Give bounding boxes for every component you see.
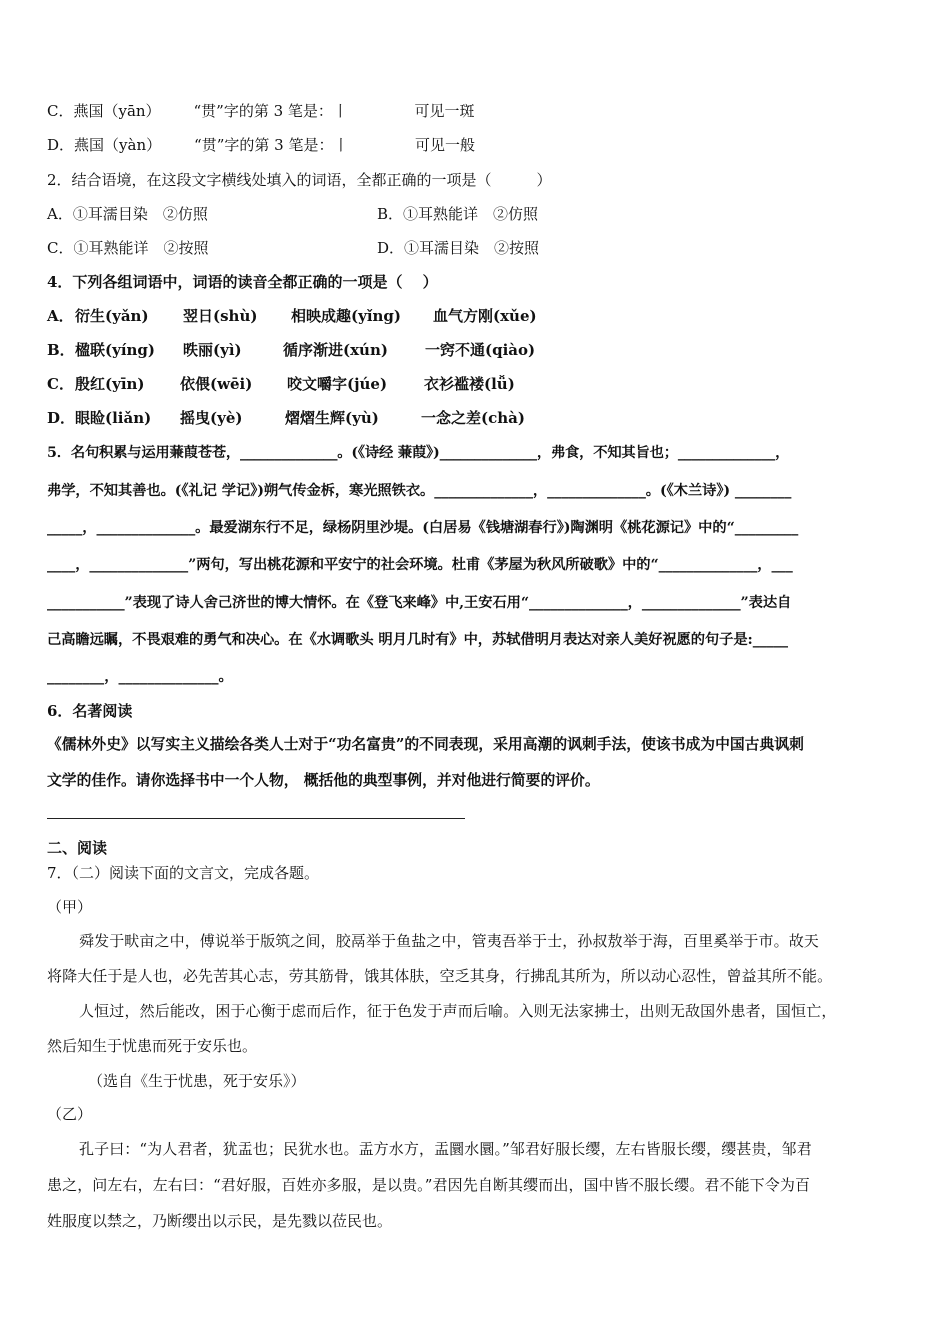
option-item: 摇曳(yè)	[180, 409, 243, 427]
section-heading: 二、阅读	[47, 839, 108, 857]
option-item: 循序渐进(xún)	[283, 341, 388, 359]
q1-option-c	[47, 101, 475, 121]
q2-option-d	[377, 238, 539, 258]
jia-line: 人恒过，然后能改，困于心衡于虑而后作，征于色发于声而后喻。入则无法家拂士，出则无敌国外患者，国恒亡，	[79, 1002, 837, 1020]
option-letter: D．	[47, 409, 76, 427]
option-item: 咬文嚼字(júe)	[287, 375, 388, 393]
q6-line: 《儒林外史》以写实主义描绘各类人士对于“功名富贵”的不同表现，采用高潮的讽刺手法，使该书成为中国古典讽刺	[47, 736, 804, 753]
yi-line: 姓服度以禁之，乃断缨出以示民，是先戮以莅民也。	[47, 1212, 393, 1230]
jia-source: （选自《生于忧患，死于安乐》）	[88, 1072, 306, 1090]
option-phrase: 可见一般	[415, 136, 476, 154]
option-item: 相映成趣(yǐng)	[291, 307, 402, 325]
option-word: 燕国（yàn）	[74, 136, 162, 154]
q5-line: ____，______________”两句，写出桃花源和平安宁的社会环境。杜甫《茅屋为秋风所破歌》中的“______________，___	[47, 557, 793, 573]
option-letter: B．	[47, 341, 75, 359]
option-item: 血气方刚(xǔe)	[433, 307, 537, 325]
q2-option-a	[47, 204, 208, 224]
q1-option-d	[47, 135, 475, 155]
option-letter: C．	[47, 239, 74, 257]
option-item: 楹联(yíng)	[75, 341, 156, 359]
q5-line: 弗学，不知其善也。(《礼记 学记》)朔气传金柝，寒光照铁衣。______________，______________。(《木兰诗》) ________	[47, 483, 792, 499]
option-item: 熠熠生辉(yù)	[285, 409, 379, 427]
option-phrase: 可见一斑	[414, 102, 475, 120]
q5-line: 5．名句积累与运用蒹葭苍苍，______________。(《诗经 蒹葭》)______________，弗食，不知其旨也；______________，	[47, 445, 790, 461]
option-letter: A．	[47, 205, 73, 223]
option-item: 翌日(shù)	[183, 307, 258, 325]
jia-label: （甲）	[47, 898, 93, 916]
q4-option-c	[47, 374, 515, 394]
option-item: 衣衫褴褛(lǚ)	[424, 375, 515, 393]
option-letter: A．	[47, 307, 74, 325]
q5-line: ________，______________。	[47, 669, 233, 685]
q5-line: 己高瞻远瞩，不畏艰难的勇气和决心。在《水调歌头 明月几时有》中，苏轼借明月表达对亲人美好祝愿的句子是:_____	[47, 632, 788, 648]
option-word: 燕国（yān）	[73, 102, 161, 120]
q4-option-a	[47, 306, 537, 326]
yi-line: 患之，问左右，左右曰：“君好服，百姓亦多服，是以贵。”君因先自断其缨而出，国中皆不服长缨。君不能下令为百	[47, 1176, 811, 1194]
q2-stem: 2．结合语境，在这段文字横线处填入的词语，全都正确的一项是（ ）	[47, 171, 552, 189]
option-item: 昳丽(yì)	[183, 341, 242, 359]
q2-option-b	[377, 204, 538, 224]
jia-line: 舜发于畎亩之中，傅说举于版筑之间，胶鬲举于鱼盐之中，管夷吾举于士，孙叔敖举于海，百里奚举于市。故天	[79, 932, 819, 950]
q5-line: ___________”表现了诗人舍己济世的博大情怀。在《登飞来峰》中,王安石用“______________，______________”表达自	[47, 595, 792, 611]
option-letter: D．	[47, 136, 75, 154]
jia-line: 然后知生于忧患而死于安乐也。	[47, 1037, 258, 1055]
option-item: 依偎(wēi)	[180, 375, 253, 393]
yi-label: （乙）	[47, 1105, 93, 1123]
jia-line: 将降大任于是人也，必先苦其心志，劳其筋骨，饿其体肤，空乏其身，行拂乱其所为，所以动心忍性，曾益其所不能。	[47, 967, 833, 985]
q2-option-c	[47, 238, 209, 258]
q5-line: _____，______________。最爱湖东行不足，绿杨阴里沙堤。(白居易《钱塘湖春行》)陶渊明《桃花源记》中的“_________	[47, 520, 799, 536]
option-item: 殷红(yīn)	[75, 375, 145, 393]
option-letter: D．	[377, 239, 405, 257]
option-text: ①耳熟能详 ②仿照	[403, 205, 539, 223]
q4-option-b	[47, 340, 535, 360]
option-text: ①耳熟能详 ②按照	[73, 239, 209, 257]
yi-line: 孔子曰：“为人君者，犹盂也；民犹水也。盂方水方，盂圜水圜。”邹君好服长缨，左右皆服长缨，缨甚贵，邹君	[79, 1140, 812, 1158]
q4-stem: 4．下列各组词语中，词语的读音全都正确的一项是（ ）	[47, 273, 438, 291]
option-item: 衍生(yǎn)	[75, 307, 149, 325]
q4-option-d	[47, 408, 525, 428]
option-text: ①耳濡目染 ②按照	[404, 239, 540, 257]
answer-line[interactable]	[47, 818, 465, 819]
q6-title: 6．名著阅读	[47, 702, 133, 720]
option-text: ①耳濡目染 ②仿照	[72, 205, 208, 223]
option-stroke: “贯”字的第 3 笔是：丨	[194, 136, 349, 154]
option-item: 一念之差(chà)	[421, 409, 525, 427]
option-letter: B．	[377, 205, 404, 223]
option-stroke: “贯”字的第 3 笔是：丨	[193, 102, 348, 120]
option-item: 眼睑(liǎn)	[75, 409, 152, 427]
option-letter: C．	[47, 102, 74, 120]
q7-stem: 7．（二）阅读下面的文言文，完成各题。	[47, 864, 320, 882]
option-item: 一窍不通(qiào)	[425, 341, 536, 359]
q6-line: 文学的佳作。请你选择书中一个人物， 概括他的典型事例，并对他进行简要的评价。	[47, 772, 600, 789]
option-letter: C．	[47, 375, 74, 393]
